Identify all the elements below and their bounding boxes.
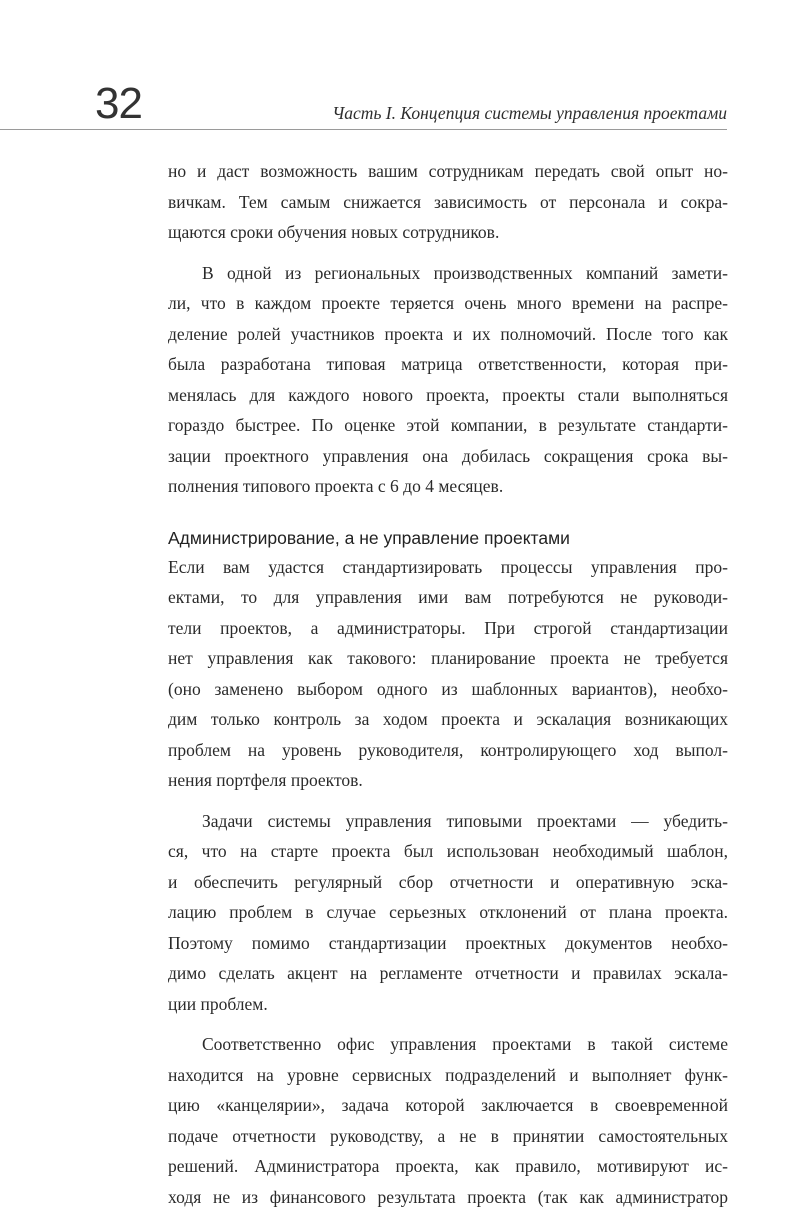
- text-line: Если вам удастся стандартизировать процессы управления про-: [168, 552, 728, 583]
- text-line: деление ролей участников проекта и их полномочий. После того как: [168, 319, 728, 350]
- text-line: Задачи системы управления типовыми проектами — убедить-: [168, 806, 728, 837]
- text-line: ходя не из финансового результата проекта (так как администратор: [168, 1182, 728, 1212]
- text-line: тели проектов, а администраторы. При строгой стандартизации: [168, 613, 728, 644]
- text-line: решений. Администратора проекта, как правило, мотивируют ис-: [168, 1151, 728, 1182]
- text-line: зации проектного управления она добилась сокращения срока вы-: [168, 441, 728, 472]
- text-line: Соответственно офис управления проектами в такой системе: [168, 1029, 728, 1060]
- text-line: полнения типового проекта с 6 до 4 месяцев.: [168, 471, 728, 502]
- text-line: ектами, то для управления ими вам потребуются не руководи-: [168, 582, 728, 613]
- text-line: менялась для каждого нового проекта, проекты стали выполняться: [168, 380, 728, 411]
- section-heading: Администрирование, а не управление проектами: [168, 524, 728, 552]
- text-line: и обеспечить регулярный сбор отчетности и оперативную эска-: [168, 867, 728, 898]
- text-line: гораздо быстрее. По оценке этой компании, в результате стандарти-: [168, 410, 728, 441]
- text-line: димо сделать акцент на регламенте отчетности и правилах эскала-: [168, 958, 728, 989]
- running-head: Часть I. Концепция системы управления проектами: [332, 103, 727, 124]
- text-line: но и даст возможность вашим сотрудникам передать свой опыт но-: [168, 156, 728, 187]
- text-line: нет управления как такового: планирование проекта не требуется: [168, 643, 728, 674]
- text-line: нения портфеля проектов.: [168, 765, 728, 796]
- text-line: ся, что на старте проекта был использован необходимый шаблон,: [168, 836, 728, 867]
- header-divider: [0, 129, 727, 130]
- text-line: дим только контроль за ходом проекта и эскалация возникающих: [168, 704, 728, 735]
- text-line: ли, что в каждом проекте теряется очень много времени на распре-: [168, 288, 728, 319]
- page-body: [168, 156, 728, 1212]
- paragraph: [168, 1029, 728, 1212]
- paragraph: [168, 258, 728, 502]
- text-line: Поэтому помимо стандартизации проектных документов необхо-: [168, 928, 728, 959]
- text-line: лацию проблем в случае серьезных отклонений от плана проекта.: [168, 897, 728, 928]
- text-line: В одной из региональных производственных компаний замети-: [168, 258, 728, 289]
- text-line: щаются сроки обучения новых сотрудников.: [168, 217, 728, 248]
- text-line: была разработана типовая матрица ответственности, которая при-: [168, 349, 728, 380]
- text-line: проблем на уровень руководителя, контролирующего ход выпол-: [168, 735, 728, 766]
- text-line: подаче отчетности руководству, а не в принятии самостоятельных: [168, 1121, 728, 1152]
- paragraph: [168, 156, 728, 248]
- paragraph: [168, 552, 728, 796]
- text-line: ции проблем.: [168, 989, 728, 1020]
- text-line: находится на уровне сервисных подразделений и выполняет функ-: [168, 1060, 728, 1091]
- paragraph: [168, 806, 728, 1020]
- text-line: (оно заменено выбором одного из шаблонных вариантов), необхо-: [168, 674, 728, 705]
- text-line: вичкам. Тем самым снижается зависимость от персонала и сокра-: [168, 187, 728, 218]
- page-number: 32: [95, 82, 142, 126]
- text-line: цию «канцелярии», задача которой заключается в своевременной: [168, 1090, 728, 1121]
